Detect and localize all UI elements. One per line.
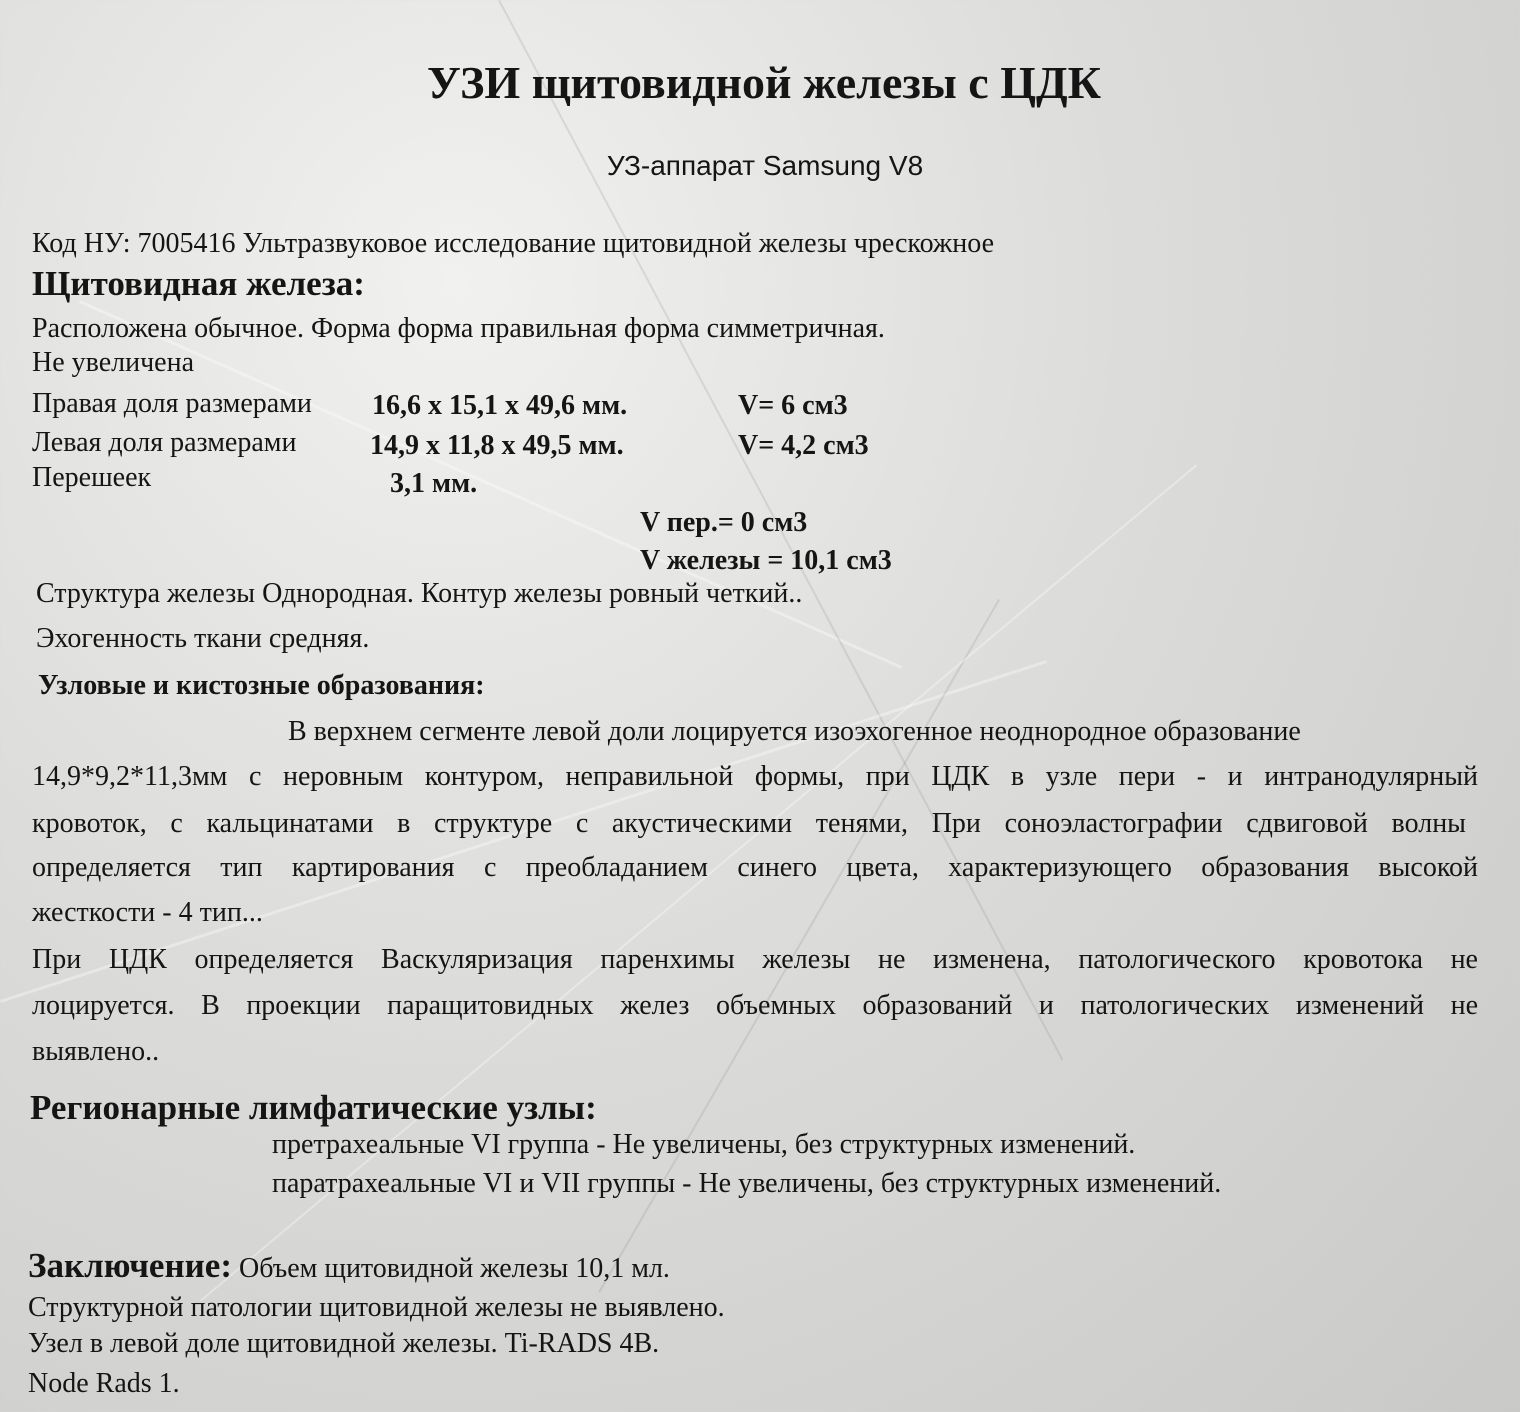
conclusion-node-rads: Node Rads 1. (28, 1368, 180, 1399)
conclusion-line (28, 1246, 670, 1286)
nodule-description-line: кровоток, с кальцинатами в структуре с акустическими тенями, При соноэластографии сдвиговой волны (32, 808, 1466, 839)
gland-volume: V железы = 10,1 см3 (640, 545, 892, 576)
pretracheal-result: - Не увеличены, без структурных изменений. (589, 1129, 1136, 1160)
isthmus-label: Перешеек (32, 462, 152, 493)
cdk-description-line: лоцируется. В проекции паращитовидных желез объемных образований и патологических изменений не (32, 990, 1478, 1021)
right-lobe-dims: 16,6 х 15,1 х 49,6 мм. (372, 390, 628, 421)
isthmus-dims: 3,1 мм. (390, 468, 478, 499)
nodule-description-line: определяется тип картирования с преобладанием синего цвета, характеризующего образования высокой (32, 852, 1478, 883)
gland-structure: Структура железы Однородная. Контур железы ровный четкий.. (36, 578, 803, 609)
left-lobe-label: Левая доля размерами (32, 427, 297, 458)
conclusion-tirads: Узел в левой доле щитовидной железы. Ti-RADS 4B. (28, 1328, 660, 1359)
nodule-description-line: жесткости - 4 тип... (32, 897, 263, 928)
echogenicity: Эхогенность ткани средняя. (36, 623, 370, 654)
cdk-description-line: При ЦДК определяется Васкуляризация паренхимы железы не изменена, патологического кровотока не (32, 944, 1478, 975)
device-name: УЗ-аппарат Samsung V8 (606, 150, 924, 181)
conclusion-heading: Заключение: (28, 1246, 232, 1285)
paper-crease (79, 300, 902, 669)
paratracheal-nodes (272, 1168, 1221, 1200)
nodule-description-line: В верхнем сегменте левой доли лоцируется изоэхогенное неоднородное образование (288, 716, 1301, 747)
paratracheal-label: паратрахеальные VI и VII группы (272, 1168, 676, 1199)
nodule-description-line: 14,9*9,2*11,3мм с неровным контуром, неправильной формы, при ЦДК в узле пери - и интранодулярный (32, 761, 1478, 792)
thyroid-location: Расположена обычное. Форма форма правильная форма симметричная. (32, 313, 885, 344)
left-lobe-dims: 14,9 х 11,8 х 49,5 мм. (370, 430, 624, 461)
right-lobe-volume: V= 6 см3 (738, 390, 848, 421)
conclusion-volume: Объем щитовидной железы 10,1 мл. (231, 1253, 670, 1284)
lymph-nodes-heading: Регионарные лимфатические узлы: (30, 1088, 597, 1127)
thyroid-heading: Щитовидная железа: (32, 264, 365, 303)
paratracheal-result: - Не увеличены, без структурных изменений. (675, 1168, 1222, 1199)
cdk-description-line: выявлено.. (32, 1036, 160, 1067)
left-lobe-volume: V= 4,2 см3 (738, 430, 869, 461)
isthmus-volume: V пер.= 0 см3 (640, 507, 808, 538)
pretracheal-label: претрахеальные VI группа (272, 1129, 590, 1160)
procedure-code: Код НУ: 7005416 Ультразвуковое исследование щитовидной железы чрескожное (32, 228, 994, 259)
conclusion-structure: Структурной патологии щитовидной железы не выявлено. (28, 1292, 725, 1323)
pretracheal-nodes (272, 1129, 1135, 1161)
nodules-heading: Узловые и кистозные образования: (38, 670, 485, 701)
right-lobe-label: Правая доля размерами (32, 388, 312, 419)
document-title: УЗИ щитовидной железы с ЦДК (426, 57, 1101, 108)
thyroid-size-note: Не увеличена (32, 347, 195, 378)
